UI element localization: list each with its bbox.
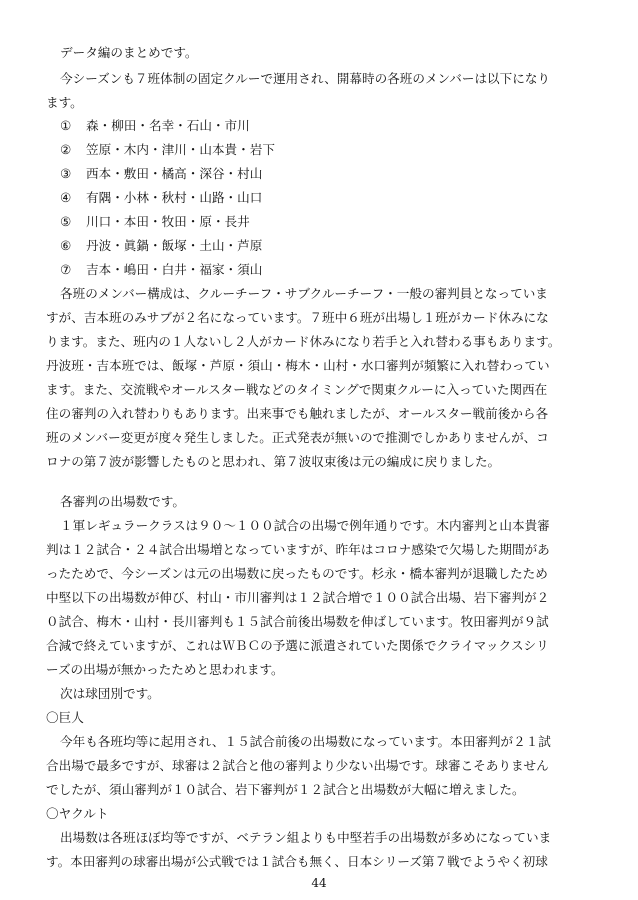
crew-number: ① bbox=[60, 118, 72, 133]
crew-members: 有隅・小林・秋村・山路・山口 bbox=[86, 190, 263, 205]
body-line: 今年も各班均等に起用され、１５試合前後の出場数になっています。本田審判が２１試 bbox=[60, 734, 551, 749]
body-line: 合出場で最多ですが、球審は２試合と他の審判より少ない出場です。球審こそありません bbox=[46, 758, 549, 773]
crew-number: ⑤ bbox=[60, 214, 72, 229]
body-line: 各班のメンバー構成は、クルーチーフ・サブクルーチーフ・一般の審判員となっていま bbox=[60, 286, 548, 301]
section-intro: 各審判の出場数です。 bbox=[60, 494, 185, 509]
body-line: １軍レギュラークラスは９０～１００試合の出場で例年通りです。木内審判と山本貴審 bbox=[60, 518, 550, 533]
crew-members: 丹波・眞鍋・飯塚・土山・芦原 bbox=[86, 238, 263, 253]
crew-members: 西本・敷田・橘高・深谷・村山 bbox=[86, 166, 263, 181]
team-heading-giants: 〇巨人 bbox=[46, 710, 84, 725]
intro-line: ます。 bbox=[46, 95, 83, 110]
crew-list-item bbox=[60, 259, 638, 281]
body-line: ります。また、班内の１人ないし２人がカード休みになり若手と入れ替わる事もあります。 bbox=[46, 334, 561, 349]
page-number: 44 bbox=[311, 876, 327, 890]
crew-number: ⑥ bbox=[60, 238, 72, 253]
crew-number: ③ bbox=[60, 166, 72, 181]
intro-line: 今シーズンも７班体制の固定クルーで運用され、開幕時の各班のメンバーは以下になり bbox=[60, 71, 551, 86]
body-line: でしたが、須山審判が１０試合、岩下審判が１２試合と出場数が大幅に増えました。 bbox=[46, 782, 525, 797]
body-line: ロナの第７波が影響したものと思われ、第７波収束後は元の編成に戻りました。 bbox=[46, 454, 501, 469]
body-line: す。本田審判の球審出場が公式戦では１試合も無く、日本シリーズ第７戦でようやく初球 bbox=[46, 854, 548, 869]
crew-list-item bbox=[60, 211, 638, 233]
body-line: すが、吉本班のみサブが２名になっています。７班中６班が出場し１班がカード休みにな bbox=[46, 310, 549, 325]
body-line: 判は１２試合・２４試合出場増となっていますが、昨年はコロナ感染で欠場した期間があ bbox=[46, 542, 550, 557]
crew-list-item bbox=[60, 163, 638, 185]
body-line: ます。また、交流戦やオールスター戦などのタイミングで関東クルーに入っていた関西在 bbox=[46, 382, 548, 397]
crew-number: ② bbox=[60, 142, 72, 157]
crew-list-item bbox=[60, 115, 638, 137]
body-line: ったためで、今シーズンは元の出場数に戻ったものです。杉永・橋本審判が退職したため bbox=[46, 566, 548, 581]
crew-members: 森・柳田・名幸・石山・市川 bbox=[86, 118, 250, 133]
body-line: 住の審判の入れ替わりもあります。出来事でも触れましたが、オールスター戦前後から各 bbox=[46, 406, 549, 421]
body-line: 合減で終えていますが、これはＷＢＣの予選に派遣されていた関係でクライマックスシリ bbox=[46, 638, 549, 653]
crew-list-item bbox=[60, 235, 638, 257]
crew-list-item bbox=[60, 139, 638, 161]
crew-members: 笠原・木内・津川・山本貴・岩下 bbox=[86, 142, 275, 157]
body-line: 出場数は各班ほぼ均等ですが、ベテラン組よりも中堅若手の出場数が多めになっていま bbox=[60, 830, 552, 845]
crew-number: ④ bbox=[60, 190, 72, 205]
crew-number: ⑦ bbox=[60, 262, 72, 277]
team-heading-yakult: 〇ヤクルト bbox=[46, 806, 109, 821]
body-line: 中堅以下の出場数が伸び、村山・市川審判は１２試合増で１００試合出場、岩下審判が２ bbox=[46, 590, 550, 605]
crew-members: 川口・本田・牧田・原・長井 bbox=[86, 214, 250, 229]
section-intro: 次は球団別です。 bbox=[60, 686, 160, 701]
intro-line: データ編のまとめです。 bbox=[60, 45, 198, 60]
body-line: ０試合、梅木・山村・長川審判も１５試合前後出場数を伸ばしています。牧田審判が９試 bbox=[46, 614, 549, 629]
crew-members: 吉本・嶋田・白井・福家・須山 bbox=[86, 262, 263, 277]
crew-list-item bbox=[60, 187, 638, 209]
body-line: 班のメンバー変更が度々発生しました。正式発表が無いので推測でしかありませんが、コ bbox=[46, 430, 549, 445]
body-line: ーズの出場が無かったためと思われます。 bbox=[46, 662, 284, 677]
body-line: 丹波班・吉本班では、飯塚・芦原・須山・梅木・山村・水口審判が頻繁に入れ替わってい bbox=[46, 358, 550, 373]
